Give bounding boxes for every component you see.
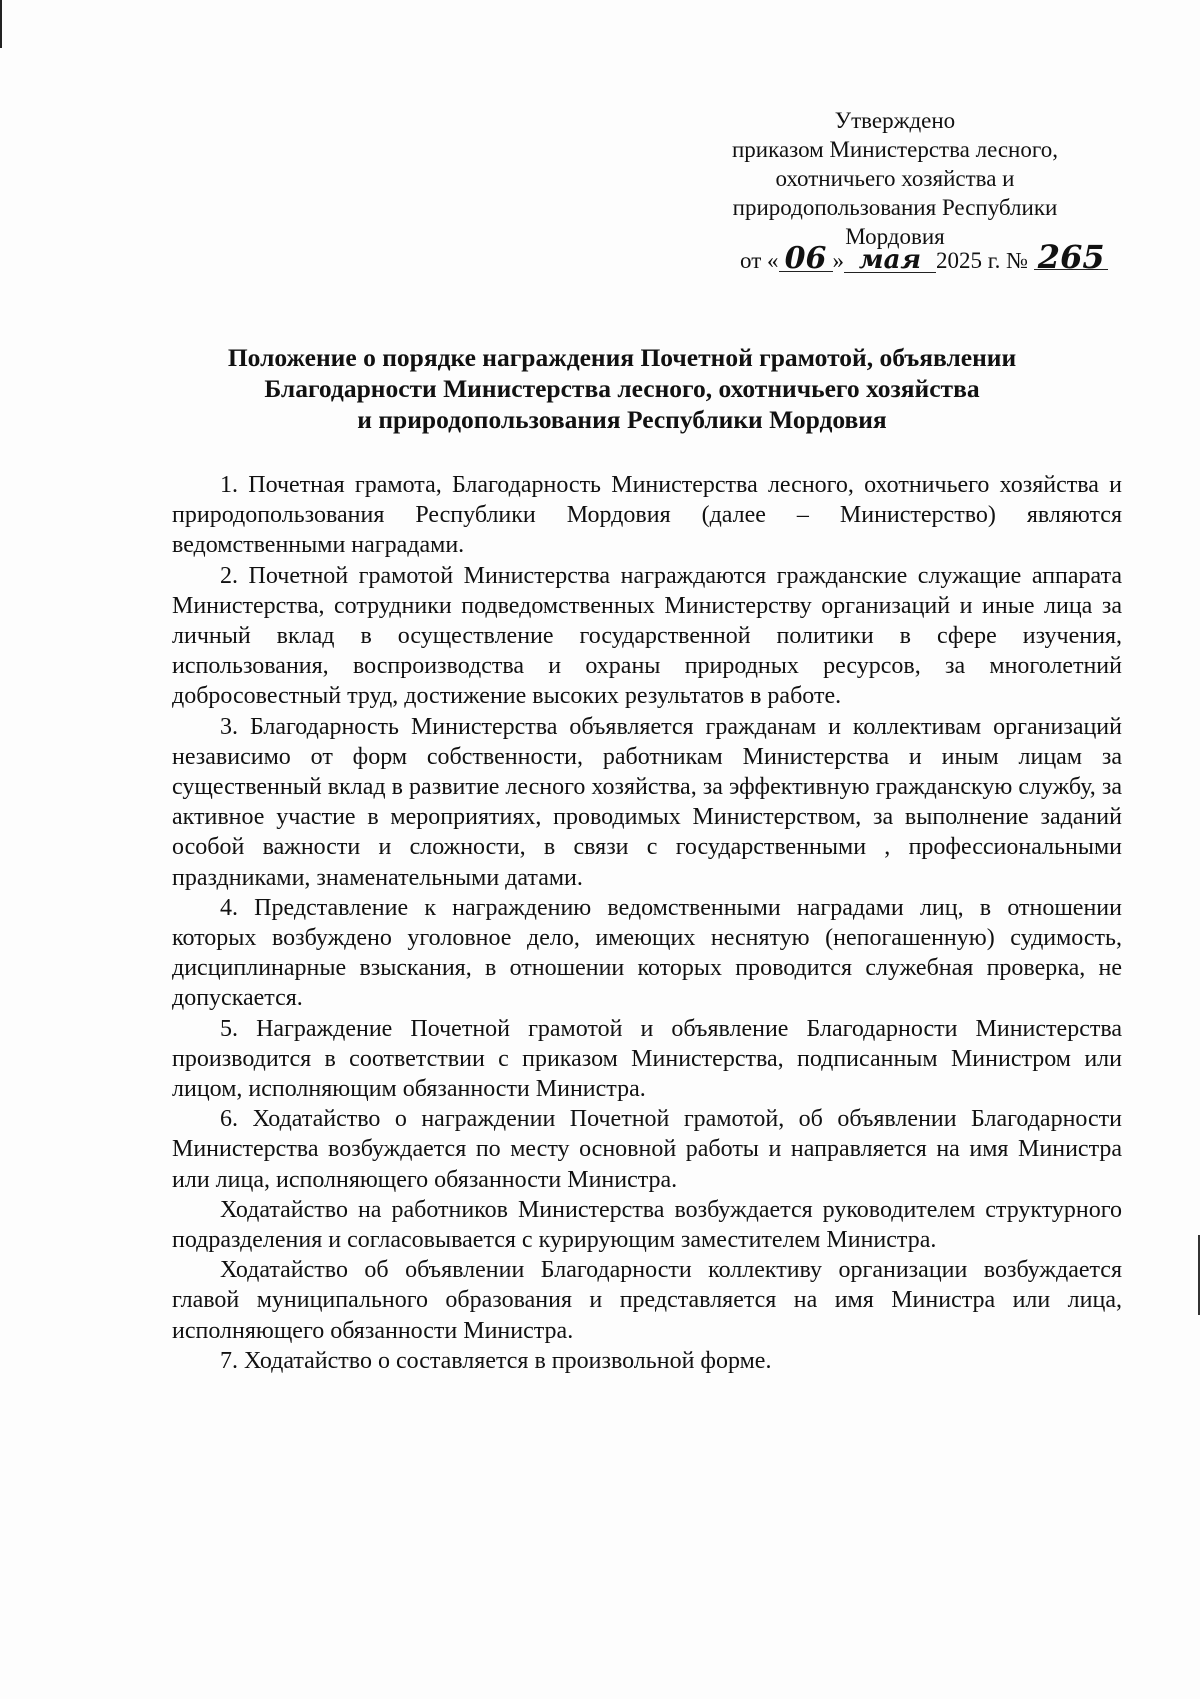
date-separator: » bbox=[832, 248, 844, 273]
paragraph-6-sub-1: Ходатайство на работников Министерства возбуждается руководителем структурного подразделения и согласовывается с курирующим заместителем Министра. bbox=[172, 1196, 1122, 1254]
date-year: 2025 г. № bbox=[936, 248, 1029, 273]
document-body bbox=[172, 470, 1122, 1376]
approval-block bbox=[700, 106, 1090, 251]
handwritten-order-number: 265 bbox=[1034, 245, 1108, 270]
paragraph-6: 6. Ходатайство о награждении Почетной грамотой, об объявлении Благодарности Министерства возбуждается по месту основной работы и направляется на имя Министра или лица, исполняющего обязанности Министра. bbox=[172, 1106, 1122, 1193]
paragraph-6-sub-2: Ходатайство об объявлении Благодарности коллективу организации возбуждается главой муниципального образования и представляется на имя Министра или лица, исполняющего обязанности Министра. bbox=[172, 1257, 1122, 1344]
date-prefix: от « bbox=[740, 248, 779, 273]
scan-edge-left bbox=[0, 0, 2, 48]
approval-line: Мордовия bbox=[845, 224, 945, 249]
paragraph-4: 4. Представление к награждению ведомственными наградами лиц, в отношении которых возбуждено уголовное дело, имеющих неснятую (непогашенную) судимость, дисциплинарные взыскания, в отношении которых проводится служебная проверка, не допускается. bbox=[172, 894, 1122, 1012]
paragraph-5: 5. Награждение Почетной грамотой и объявление Благодарности Министерства производится в соответствии с приказом Министерства, подписанным Министром или лицом, исполняющим обязанности Министра. bbox=[172, 1015, 1122, 1103]
title-line: Положение о порядке награждения Почетной грамотой, объявлении bbox=[227, 343, 1017, 372]
handwritten-day: 06 bbox=[779, 247, 833, 272]
approval-line: охотничьего хозяйства и bbox=[775, 166, 1015, 191]
paragraph-3: 3. Благодарность Министерства объявляется гражданам и коллективам организаций независимо от форм собственности, работникам Министерства и иным лицам за существенный вклад в развитие лесного хозяйства, за эффективную гражданскую службу, за активное участие в мероприятиях, проводимых Министерством, за выполнение заданий особой важности и сложности, в связи с государственными , профессиональными праздниками, знаменательными датами. bbox=[172, 713, 1122, 891]
approval-line: приказом Министерства лесного, bbox=[732, 137, 1058, 162]
title-line: Благодарности Министерства лесного, охотничьего хозяйства bbox=[264, 374, 980, 403]
title-line: и природопользования Республики Мордовия bbox=[357, 405, 887, 434]
handwritten-month: мая bbox=[844, 248, 936, 273]
paragraph-1: 1. Почетная грамота, Благодарность Министерства лесного, охотничьего хозяйства и природопользования Республики Мордовия (далее – Министерство) являются ведомственными наградами. bbox=[172, 472, 1122, 559]
approval-date-line bbox=[740, 238, 1108, 276]
approval-line: природопользования Республики bbox=[732, 195, 1058, 220]
document-title bbox=[172, 342, 1072, 435]
approval-heading: Утверждено bbox=[834, 108, 956, 133]
paragraph-7: 7. Ходатайство о составляется в произвольной форме. bbox=[220, 1347, 772, 1374]
paragraph-2: 2. Почетной грамотой Министерства награждаются гражданские служащие аппарата Министерства, сотрудники подведомственных Министерству организаций и иные лица за личный вклад в осуществление государственной политики в сфере изучения, использования, воспроизводства и охраны природных ресурсов, за многолетний добросовестный труд, достижение высоких результатов в работе. bbox=[172, 562, 1122, 710]
